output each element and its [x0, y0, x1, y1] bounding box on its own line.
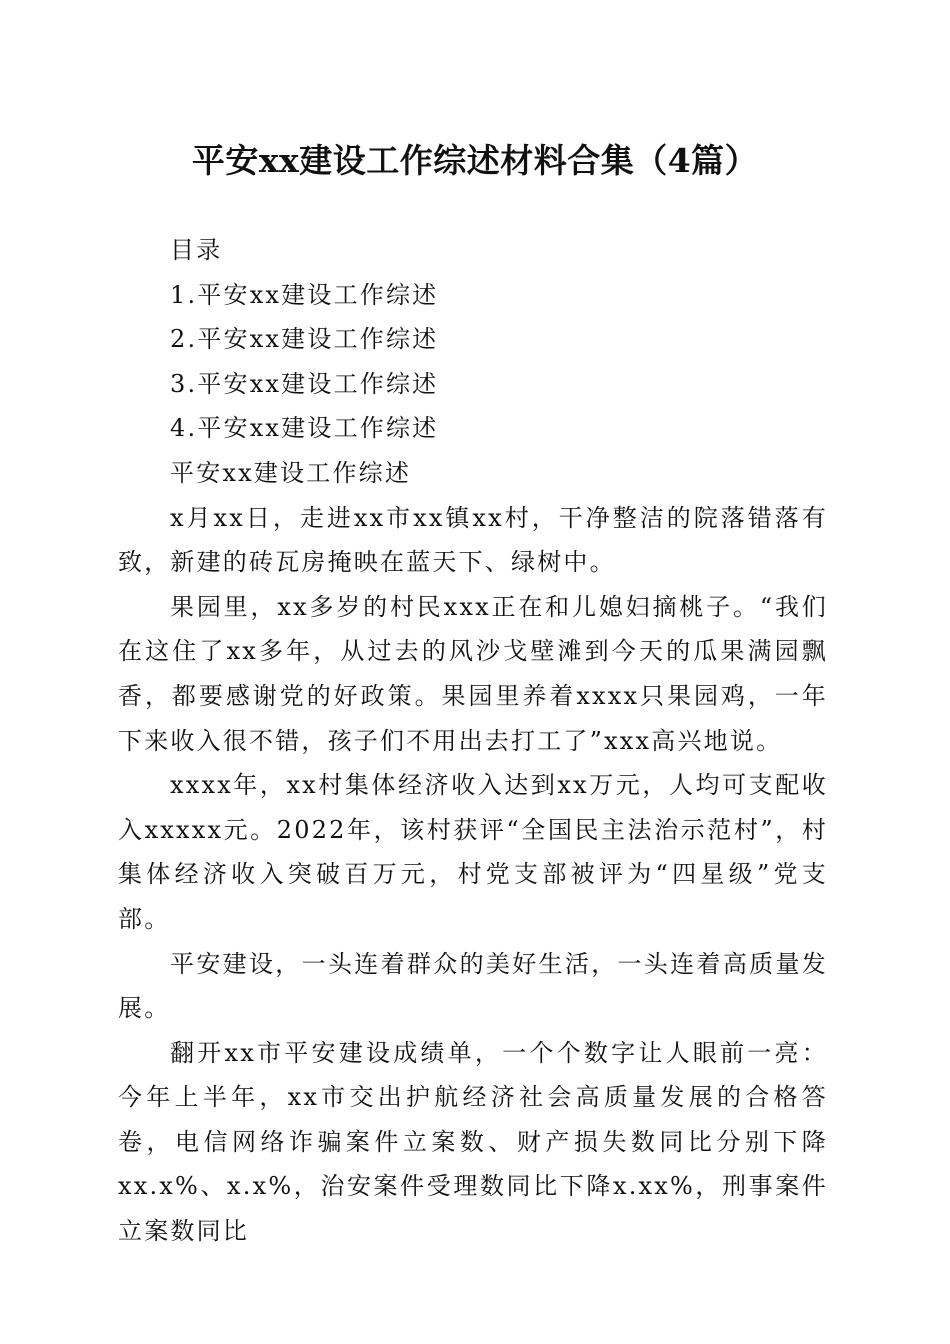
document-body [118, 228, 828, 1254]
toc-item-2: 2.平安xx建设工作综述 [170, 325, 439, 354]
paragraph-2: 果园里，xx多岁的村民xxx正在和儿媳妇摘桃子。“我们在这住了xx多年，从过去的风沙戈壁滩到今天的瓜果满园飘香，都要感谢党的好政策。果园里养着xxxx只果园鸡，一年下来收入很不错，孩子们不用出去打工了”xxx高兴地说。 [118, 592, 828, 755]
paragraph-4: 平安建设，一头连着群众的美好生活，一头连着高质量发展。 [118, 949, 828, 1023]
paragraph-5: 翻开xx市平安建设成绩单，一个个数字让人眼前一亮：今年上半年，xx市交出护航经济社会高质量发展的合格答卷，电信网络诈骗案件立案数、财产损失数同比分别下降xx.x%、x.x%，治安案件受理数同比下降x.xx%，刑事案件立案数同比 [118, 1038, 828, 1246]
toc-item-4: 4.平安xx建设工作综述 [170, 414, 439, 443]
paragraph-1: x月xx日，走进xx市xx镇xx村，干净整洁的院落错落有致，新建的砖瓦房掩映在蓝天下、绿树中。 [118, 503, 828, 577]
paragraph-3: xxxx年，xx村集体经济收入达到xx万元，人均可支配收入xxxxx元。2022年，该村获评“全国民主法治示范村”，村集体经济收入突破百万元，村党支部被评为“四星级”党支部。 [118, 771, 828, 933]
toc-item-3: 3.平安xx建设工作综述 [170, 369, 439, 398]
section-title: 平安xx建设工作综述 [170, 458, 412, 487]
toc-item-1: 1.平安xx建设工作综述 [170, 280, 439, 309]
toc-heading: 目录 [170, 236, 223, 264]
document-title: 平安xx建设工作综述材料合集（4篇） [191, 141, 759, 180]
